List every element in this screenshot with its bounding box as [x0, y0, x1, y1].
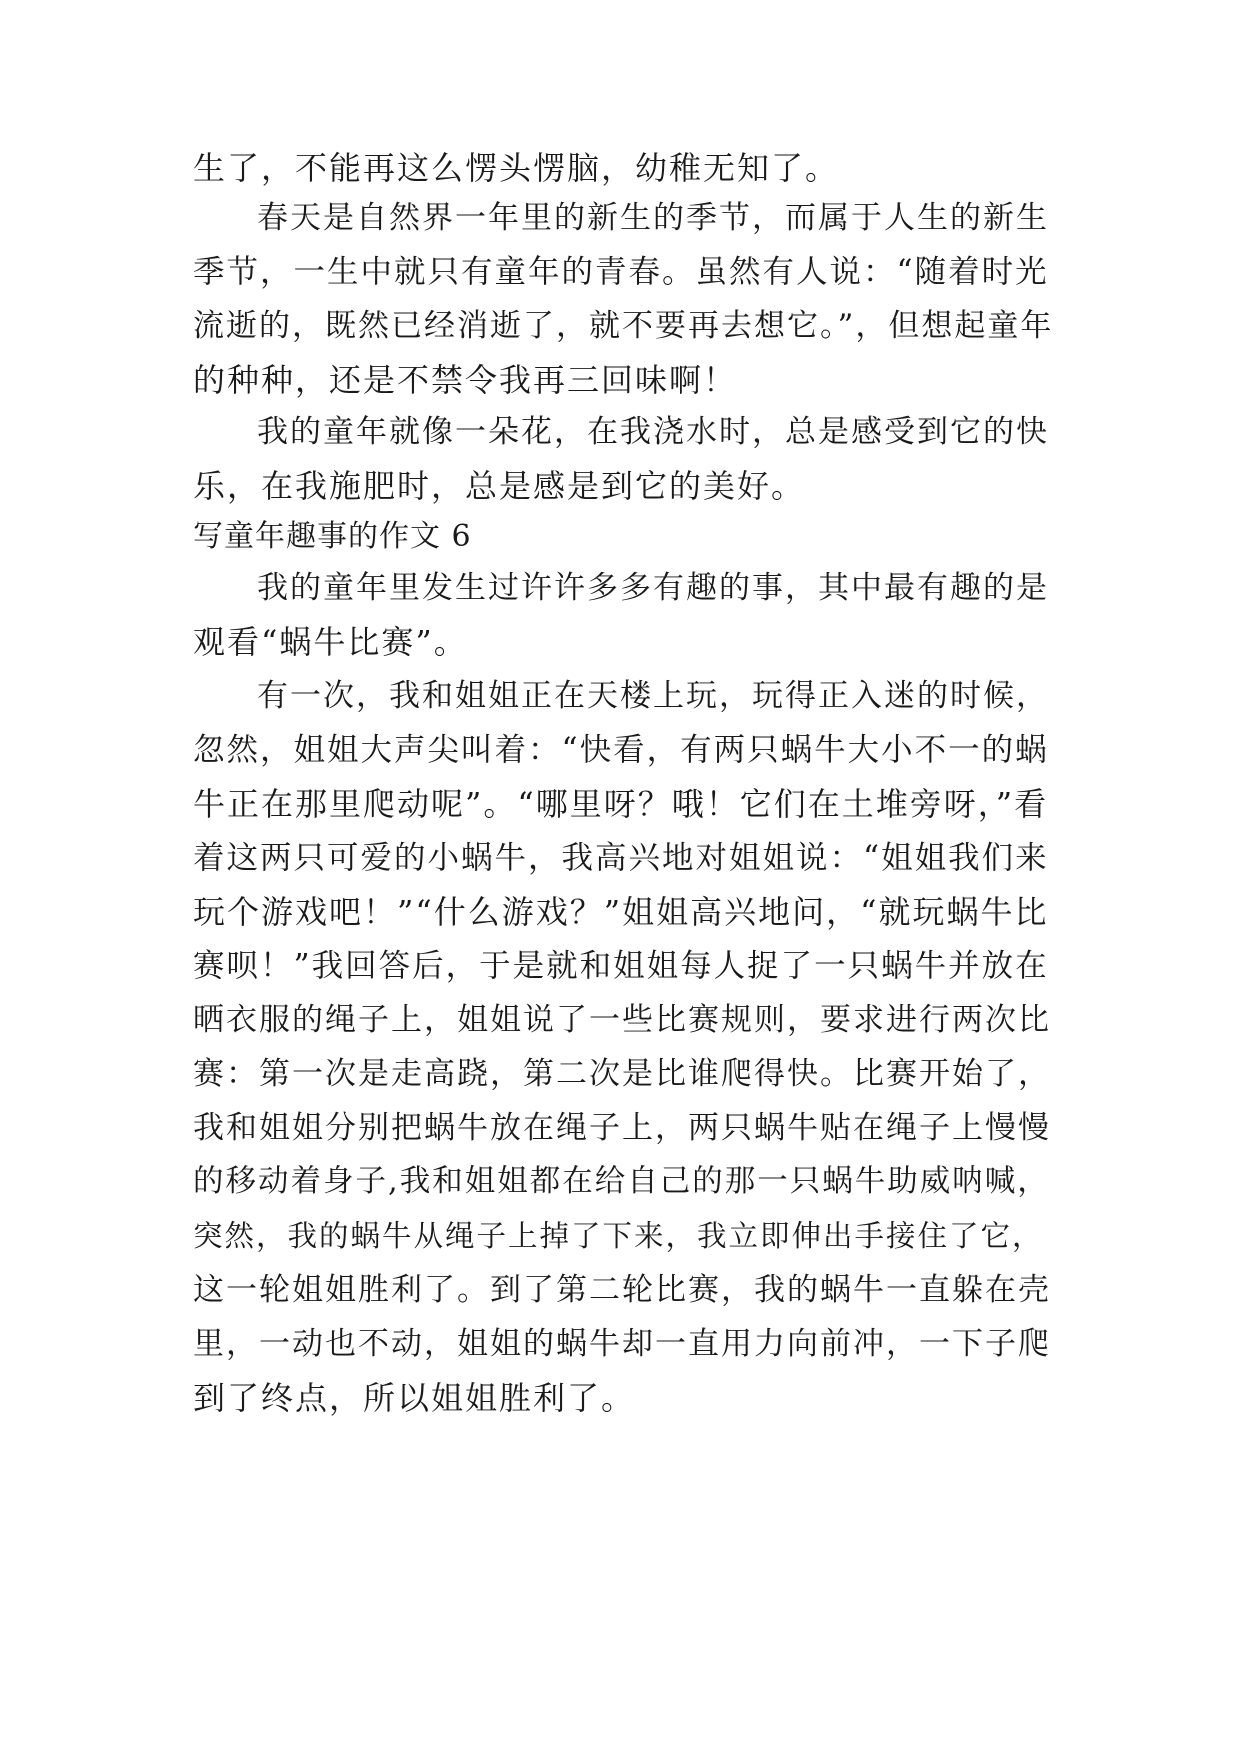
paragraph-line: 观看“蜗牛比赛”。 — [193, 623, 468, 661]
paragraph-line: 这一轮姐姐胜利了。到了第二轮比赛，我的蜗牛一直躲在壳 — [193, 1272, 1051, 1308]
paragraph-line: 流逝的，既然已经消逝了，就不要再去想它。”，但想起童年 — [193, 308, 1054, 344]
paragraph-line: 季节，一生中就只有童年的青春。虽然有人说：“随着时光 — [193, 254, 1049, 290]
paragraph-line: 我的童年就像一朵花，在我浇水时，总是感受到它的快 — [257, 414, 1049, 450]
section-heading: 写童年趣事的作文 6 — [193, 519, 472, 554]
paragraph-line: 我和姐姐分别把蜗牛放在绳子上，两只蜗牛贴在绳子上慢慢 — [193, 1110, 1051, 1146]
paragraph-line: 晒衣服的绳子上，姐姐说了一些比赛规则，要求进行两次比 — [193, 1002, 1051, 1038]
paragraph-line: 的种种，还是不禁令我再三回味啊！ — [193, 361, 738, 399]
paragraph-line: 赛：第一次是走高跷，第二次是比谁爬得快。比赛开始了， — [193, 1056, 1051, 1092]
paragraph-line: 玩个游戏吧！”“什么游戏？”姐姐高兴地问，“就玩蜗牛比 — [193, 893, 1049, 931]
paragraph-line: 乐，在我施肥时，总是感是到它的美好。 — [193, 467, 806, 505]
paragraph-line: 到了终点，所以姐姐胜利了。 — [193, 1379, 636, 1417]
paragraph-line: 有一次，我和姐姐正在天楼上玩，玩得正入迷的时候， — [257, 678, 1049, 714]
paragraph-line: 里，一动也不动，姐姐的蜗牛却一直用力向前冲，一下子爬 — [193, 1326, 1051, 1362]
paragraph-line: 着这两只可爱的小蜗牛，我高兴地对姐姐说：“姐姐我们来 — [193, 840, 1049, 876]
paragraph-line: 的移动着身子,我和姐姐都在给自己的那一只蜗牛助威呐喊， — [193, 1164, 1050, 1199]
paragraph-line: 突然，我的蜗牛从绳子上掉了下来，我立即伸出手接住了它， — [193, 1219, 1044, 1253]
paragraph-line: 牛正在那里爬动呢”。“哪里呀？哦！它们在土堆旁呀，”看 — [193, 785, 1049, 823]
paragraph-line: 忽然，姐姐大声尖叫着：“快看，有两只蜗牛大小不一的蜗 — [193, 732, 1049, 768]
paragraph-line: 生了，不能再这么愣头愣脑，幼稚无知了。 — [193, 149, 840, 187]
paragraph-line: 我的童年里发生过许许多多有趣的事，其中最有趣的是 — [257, 570, 1049, 606]
paragraph-line: 春天是自然界一年里的新生的季节，而属于人生的新生 — [257, 200, 1049, 236]
paragraph-line: 赛呗！”我回答后，于是就和姐姐每人捉了一只蜗牛并放在 — [193, 948, 1049, 984]
